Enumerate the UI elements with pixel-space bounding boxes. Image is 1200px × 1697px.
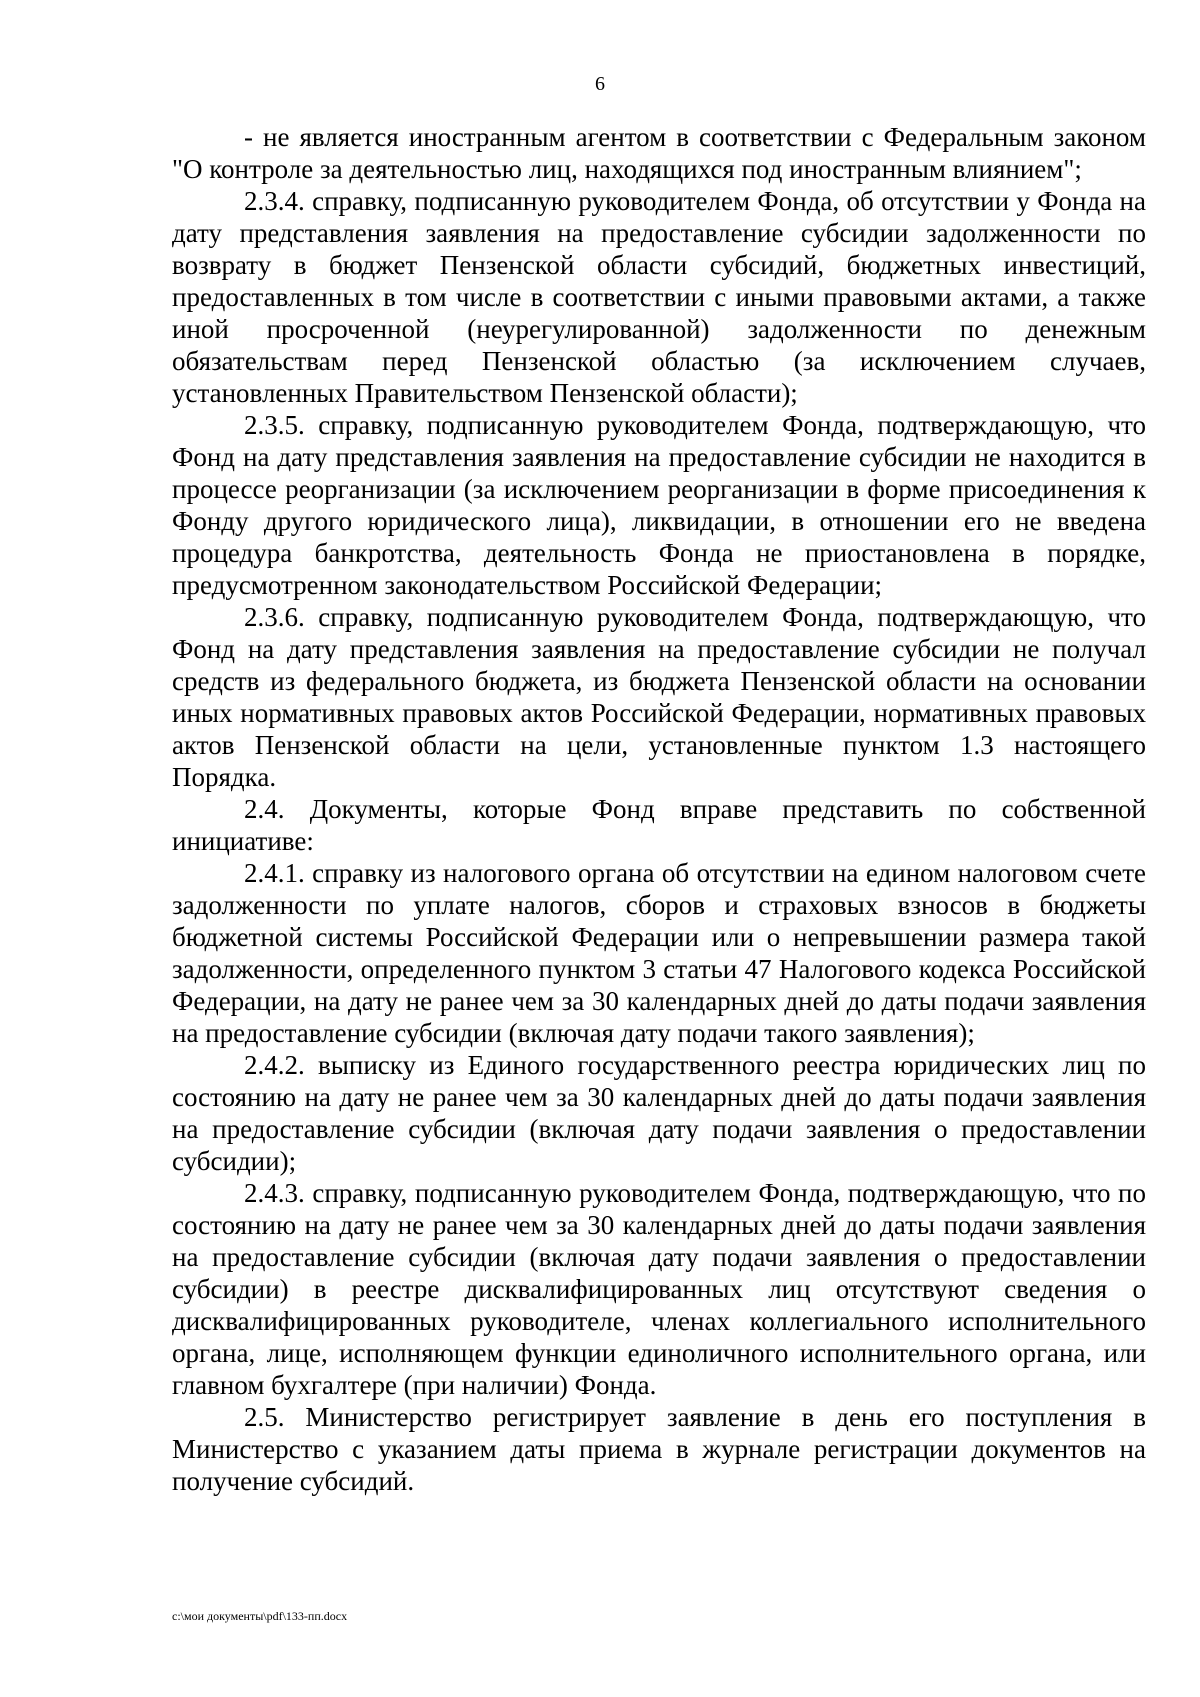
paragraph-2-5: 2.5. Министерство регистрирует заявление в день его поступления в Министерство с указанием даты приема в журнале регистрации документов на получение субсидий.	[172, 1402, 1146, 1496]
paragraph-2-4: 2.4. Документы, которые Фонд вправе представить по собственной инициативе:	[172, 794, 1146, 856]
paragraph-2-3-5: 2.3.5. справку, подписанную руководителем Фонда, подтверждающую, что Фонд на дату представления заявления на предоставление субсидии не находится в процессе реорганизации (за исключением реорганизации в форме присоединения к Фонду другого юридического лица), ликвидации, в отношении его не введена процедура банкротства, деятельность Фонда не приостановлена в порядке, предусмотренном законодательством Российской Федерации;	[172, 410, 1146, 600]
paragraph-2-4-2: 2.4.2. выписку из Единого государственного реестра юридических лиц по состоянию на дату не ранее чем за 30 календарных дней до даты подачи заявления на предоставление субсидии (включая дату подачи заявления о предоставлении субсидии);	[172, 1050, 1146, 1176]
page-number: 6	[595, 73, 605, 95]
paragraph-2-4-3: 2.4.3. справку, подписанную руководителем Фонда, подтверждающую, что по состоянию на дату не ранее чем за 30 календарных дней до даты подачи заявления на предоставление субсидии (включая дату подачи заявления о предоставлении субсидии) в реестре дисквалифицированных лиц отсутствуют сведения о дисквалифицированных руководителе, членах коллегиального исполнительного органа, лице, исполняющем функции единоличного исполнительного органа, или главном бухгалтере (при наличии) Фонда.	[172, 1178, 1146, 1400]
paragraph-2-3-6: 2.3.6. справку, подписанную руководителем Фонда, подтверждающую, что Фонд на дату представления заявления на предоставление субсидии не получал средств из федерального бюджета, из бюджета Пензенской области на основании иных нормативных правовых актов Российской Федерации, нормативных правовых актов Пензенской области на цели, установленные пунктом 1.3 настоящего Порядка.	[172, 602, 1146, 792]
document-body	[172, 121, 1146, 1497]
paragraph-2-4-1: 2.4.1. справку из налогового органа об отсутствии на едином налоговом счете задолженности по уплате налогов, сборов и страховых взносов в бюджеты бюджетной системы Российской Федерации или о непревышении размера такой задолженности, определенного пунктом 3 статьи 47 Налогового кодекса Российской Федерации, на дату не ранее чем за 30 календарных дней до даты подачи заявления на предоставление субсидии (включая дату подачи такого заявления);	[172, 858, 1146, 1048]
footer-file-path: c:\мои документы\pdf\133-пп.docx	[172, 1609, 348, 1623]
paragraph-foreign-agent: - не является иностранным агентом в соответствии с Федеральным законом "О контроле за деятельностью лиц, находящихся под иностранным влиянием";	[172, 122, 1146, 184]
paragraph-2-3-4: 2.3.4. справку, подписанную руководителем Фонда, об отсутствии у Фонда на дату представления заявления на предоставление субсидии задолженности по возврату в бюджет Пензенской области субсидий, бюджетных инвестиций, предоставленных в том числе в соответствии с иными правовыми актами, а также иной просроченной (неурегулированной) задолженности по денежным обязательствам перед Пензенской областью (за исключением случаев, установленных Правительством Пензенской области);	[172, 186, 1146, 408]
